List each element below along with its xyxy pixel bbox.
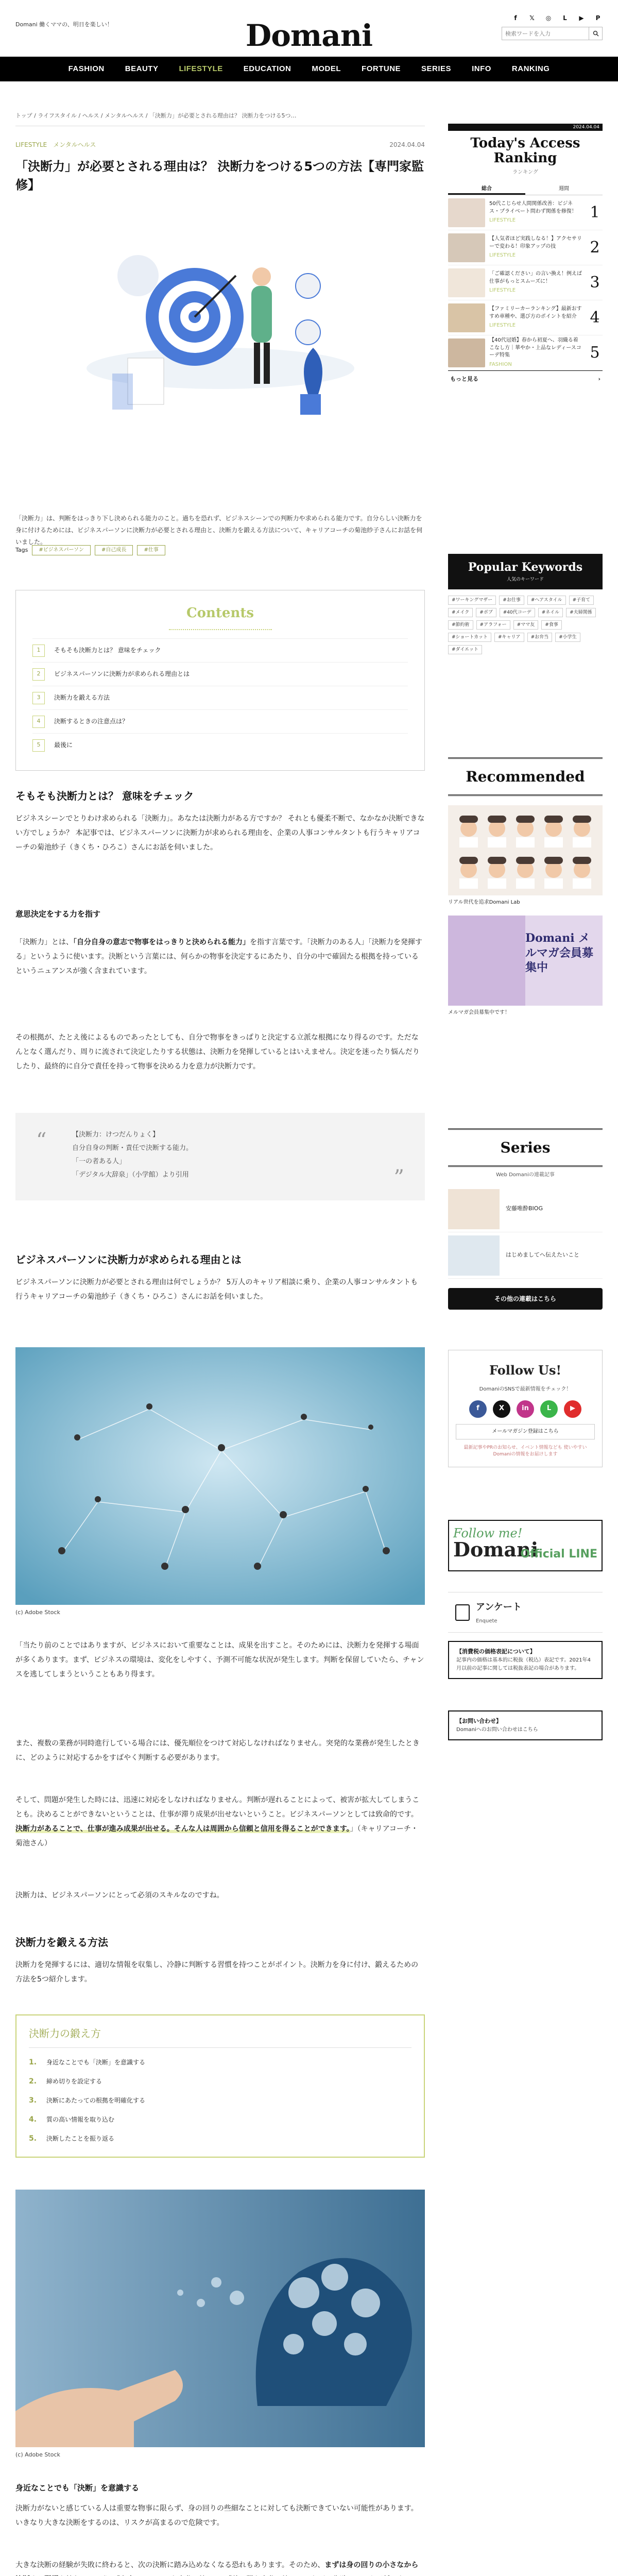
section-heading: 決断力を鍛える方法	[15, 1936, 108, 1948]
network-people-photo	[15, 1347, 425, 1605]
quote-line: 【決断力：けつだんりょく】	[72, 1131, 160, 1139]
x-icon[interactable]: 𝕏	[529, 14, 535, 22]
ranking-category: LIFESTYLE	[489, 252, 516, 259]
follow-box	[448, 1350, 603, 1467]
table-of-contents	[15, 590, 425, 771]
ranking-text	[485, 235, 587, 260]
image-caption: (c) Adobe Stock	[15, 1609, 60, 1616]
newsletter-banner[interactable]	[448, 916, 603, 1006]
method-item	[29, 2091, 411, 2110]
paragraph: 決断力を発揮するには、適切な情報を収集し、冷静に判断する習慣を持つことがポイント。決断力を身に付け、鍛えるための方法を5つ紹介します。	[15, 1961, 419, 1984]
keyword-tag[interactable]: #ママ友	[513, 620, 539, 630]
method-summary-box	[15, 2014, 425, 2158]
instagram-icon[interactable]: in	[517, 1400, 534, 1418]
quote-line: 「一の者ある人」	[72, 1158, 126, 1165]
contact-info[interactable]	[448, 1710, 603, 1740]
enquete-subtitle: Enquete	[476, 1618, 497, 1624]
keyword-tag[interactable]: #子育て	[569, 596, 594, 605]
banner-image	[448, 916, 525, 1006]
section-heading: そもそも決断力とは？ 意味をチェック	[15, 790, 194, 802]
enquete-link[interactable]	[448, 1592, 603, 1633]
keyword-tag[interactable]: #夫婦関係	[566, 608, 596, 617]
image-caption: (c) Adobe Stock	[15, 2451, 60, 2458]
subheading: 意思決定をする力を指す	[15, 909, 101, 919]
search-button[interactable]	[589, 27, 603, 40]
banner-overlay-text: Domani メルマガ会員募集中	[525, 931, 594, 975]
divider	[169, 629, 272, 630]
ranking-item[interactable]	[448, 265, 603, 300]
follow-me-text: Follow me!	[453, 1526, 523, 1540]
tag[interactable]: #ビジネスパーソン	[32, 545, 91, 555]
ranking-category: LIFESTYLE	[489, 287, 516, 294]
method-item	[29, 2072, 411, 2091]
ranking-number: 2	[590, 239, 600, 257]
series-title: Series	[448, 1128, 603, 1167]
popular-keywords	[448, 554, 603, 660]
method-label: 質の高い情報を取り込む	[46, 2116, 115, 2124]
series-item[interactable]	[448, 1186, 603, 1232]
ranking-subtitle: ランキング	[512, 170, 538, 176]
chevron-right-icon: ›	[598, 376, 600, 383]
series-more-button[interactable]: その他の連載はこちら	[448, 1288, 603, 1310]
method-item	[29, 2110, 411, 2129]
search-input[interactable]	[502, 27, 589, 40]
toc-list	[32, 638, 408, 757]
series	[448, 1128, 603, 1310]
search-icon	[593, 30, 599, 37]
nav-item-lifestyle[interactable]: LIFESTYLE	[179, 64, 223, 73]
pinterest-icon[interactable]: P	[595, 14, 600, 22]
ranking-thumb	[448, 268, 485, 297]
tags-label: Tags	[15, 547, 28, 553]
access-ranking	[448, 124, 603, 388]
method-label: 締め切りを設定する	[46, 2078, 102, 2086]
quote-box	[15, 1113, 425, 1200]
nav-item-beauty[interactable]: BEAUTY	[125, 64, 159, 73]
paragraph: 決断力がないと感じている人は重要な物事に限らず、身の回りの些細なことに対しても決断できていない可能性があります。いきなり大きな決断をするのは、リスクが高まるので危険です。	[15, 2504, 418, 2527]
hero-illustration	[66, 240, 375, 435]
ranking-title: Today's Access Ranking	[470, 135, 580, 166]
keyword-tag[interactable]: #ワーキングマザー	[448, 596, 496, 605]
toc-label: 決断力を鍛える方法	[54, 694, 110, 702]
keyword-tag[interactable]: #ボブ	[476, 608, 496, 617]
article-lead: 「決断力」は、判断をはっきり下し決められる能力のこと。過ちを恐れず、ビジネスシーンでの判断力や求められる能力です。自分らしい決断力を身に付けるためには、ビジネスパーソンに決断力が必要とされる理由と、決断力を鍛える方法について、キャリアコーチの菊池紗子さんにお話を伺いました。	[15, 515, 423, 546]
keyword-tag[interactable]: #ダイエット	[448, 645, 482, 654]
toc-number: 1	[32, 645, 45, 657]
ranking-title: 「ご確認ください」の言い換え！例えば仕事がもっとスムーズに！	[489, 271, 582, 284]
follow-subtitle: DomaniのSNSで最新情報をチェック！	[479, 1386, 572, 1392]
keyword-tag[interactable]: #節約術	[448, 620, 473, 630]
breadcrumb[interactable]: トップ / ライフスタイル / ヘルス / メンタルヘルス / 「決断力」が必要とされる理由は？ 決断力をつける5つ…	[15, 112, 297, 119]
more-label: もっと見る	[450, 376, 478, 383]
method-number: 4.	[29, 2115, 37, 2124]
toc-item[interactable]	[32, 733, 408, 757]
ranking-header	[448, 131, 603, 180]
info-body: Domaniへのお問い合わせはこちら	[456, 1726, 538, 1733]
info-heading: 【消費税の価格表記について】	[456, 1648, 536, 1655]
article-title: 「決断力」が必要とされる理由は？ 決断力をつける5つの方法【専門家監修】	[15, 159, 424, 192]
nav-item-fortune[interactable]: FORTUNE	[362, 64, 401, 73]
ranking-number: 3	[590, 274, 600, 292]
keyword-tag[interactable]: #小学生	[555, 633, 580, 642]
toc-item[interactable]	[32, 686, 408, 709]
ranking-item[interactable]	[448, 335, 603, 370]
toc-label: 最後に	[54, 741, 73, 749]
tax-info-box	[448, 1641, 603, 1679]
line-icon[interactable]: L	[563, 14, 567, 22]
ranking-title: 【人気者ほど実践しなる！】アクセサリーで変わる！印象アップの技	[489, 236, 582, 249]
site-logo[interactable]: Domani	[245, 18, 373, 53]
keywords-header	[448, 554, 603, 589]
ranking-text	[485, 306, 587, 330]
toc-item[interactable]	[32, 638, 408, 662]
method-number: 2.	[29, 2077, 37, 2086]
series-item-title: 安藤唯酔BIOG	[506, 1205, 543, 1212]
article-meta	[15, 139, 425, 151]
section-heading: ビジネスパーソンに決断力が求められる理由とは	[15, 1253, 242, 1266]
ranking-number: 4	[590, 309, 600, 327]
gears-head-photo	[15, 2190, 425, 2447]
banner-label[interactable]: メルマガ会員募集中です！	[448, 1010, 510, 1016]
domani-lab-banner[interactable]	[448, 805, 603, 895]
method-item	[29, 2129, 411, 2148]
tab-weekly[interactable]: 週間	[559, 186, 569, 192]
line-official-banner[interactable]	[448, 1520, 603, 1571]
ranking-title: 【40代冠婚】春から初夏へ、羽織る着こなし方｜華やか・上品なレディースコーデ特集	[489, 337, 581, 359]
tagline: Domani 働くママの、明日を楽しい！	[15, 21, 113, 28]
paragraph: その根拠が、たとえ後によるものであったとしても、自分で物事をきっぱりと決定する立派な根拠になり得るのです。ただなんとなく選んだり、周りに流されて決定したりする状態は、決断力を発揮しているとはいえません。決定を迷ったり悩んだりしたり、最終的に自分で責任を持って物事を決める力を意力が決断力です。	[15, 1033, 420, 1071]
contact-box[interactable]	[448, 1710, 603, 1740]
ranking-number: 5	[590, 344, 600, 362]
enquete[interactable]	[448, 1592, 603, 1633]
nav-item-series[interactable]: SERIES	[421, 64, 452, 73]
quote-line: 自分自身の判断・責任で決断する能力。	[72, 1144, 193, 1152]
tag-list	[15, 545, 165, 556]
toc-title: Contents	[186, 605, 254, 621]
ranking-thumb	[448, 233, 485, 262]
subheading: 身近なことでも「決断」を意識する	[15, 2483, 140, 2493]
ranking-thumb	[448, 303, 485, 332]
official-line-text: Official LINE	[520, 1548, 597, 1561]
paragraph: 大きな決断の経験が失敗に終わると、次の決断に踏み込めなくなる恐れもあります。そのため、まずは身の回りの小さなから	[15, 2561, 419, 2569]
method-list	[29, 2053, 411, 2148]
ranking-more-link[interactable]	[448, 370, 603, 388]
keyword-tag[interactable]: #アラフォー	[476, 620, 510, 630]
method-number: 5.	[29, 2134, 37, 2143]
paragraph: 決断力は、ビジネスパーソンにとって必須のスキルなのですね。	[15, 1891, 224, 1900]
method-label: 決断にあたっての根拠を明確化する	[46, 2097, 146, 2105]
paragraph: そして、問題が発生した時には、迅速に対応をしなければなりません。判断が遅れることによって、被害が拡大してしまうことも。決めることができないということは、仕事が滞り成果が出せないということ。ビジネスパーソンとしては致命的です。決断力があることで、仕事が進み成果が出せる。そんな人は周囲から信頼と信用を得ることができます。」（キャリアコーチ・菊池さん）	[15, 1796, 420, 1848]
facebook-icon[interactable]: f	[514, 14, 517, 22]
ranking-thumb	[448, 198, 485, 227]
toc-item[interactable]	[32, 709, 408, 733]
site-header	[0, 0, 618, 57]
tab-overall[interactable]: 総合	[448, 183, 525, 195]
series-thumb	[448, 1235, 500, 1276]
series-subtitle: Web Domaniの連載記事	[496, 1172, 555, 1178]
quote-line: 「デジタル大辞泉」（小学館）より引用	[72, 1171, 189, 1179]
article-category[interactable]: LIFESTYLE メンタルヘルス	[15, 141, 96, 148]
ranking-category: LIFESTYLE	[489, 217, 516, 224]
toc-number: 4	[32, 716, 45, 728]
paragraph: また、複数の業務が同時進行している場合には、優先順位をつけて対応しなければなりません。突発的な業務が発生したときに、どのように対応するかをすばやく判断する必要があります。	[15, 1739, 420, 1762]
youtube-icon[interactable]: ▶	[579, 14, 584, 22]
method-number: 3.	[29, 2096, 37, 2105]
tag[interactable]: #仕事	[137, 545, 165, 555]
keyword-tag[interactable]: #お仕事	[499, 596, 524, 605]
keyword-tag[interactable]: #ヘアスタイル	[527, 596, 566, 605]
ranking-date: 2024.04.04	[448, 124, 603, 131]
nav-item-info[interactable]: INFO	[472, 64, 491, 73]
x-icon[interactable]: X	[493, 1400, 510, 1418]
follow-note: 最新記事やPRのお知らせ、イベント情報なども 使いやすいDomaniの情報をお届けします	[464, 1445, 587, 1458]
social-icons	[511, 13, 603, 23]
header-search	[502, 27, 603, 40]
tag[interactable]: #自己成長	[95, 545, 133, 555]
keyword-tag[interactable]: #お弁当	[527, 633, 553, 642]
ranking-item[interactable]	[448, 195, 603, 230]
keyword-tag[interactable]: #ネイル	[538, 608, 563, 617]
follow-us	[448, 1350, 603, 1467]
line-icon[interactable]: L	[540, 1400, 558, 1418]
keywords-title: Popular Keywords	[468, 561, 583, 574]
quote-open-icon: “	[36, 1129, 47, 1153]
info-heading: 【お問い合わせ】	[456, 1718, 502, 1724]
keyword-tag[interactable]: #キャリア	[494, 633, 524, 642]
ranking-text	[485, 200, 587, 225]
instagram-icon[interactable]: ◎	[545, 14, 552, 22]
series-thumb	[448, 1189, 500, 1229]
keyword-tag[interactable]: #40代コーデ	[500, 608, 535, 617]
ranking-title: 【ファミリーカーランキング】最新おすすめ車種や、選び方のポイントを紹介	[489, 306, 582, 319]
domani-text: Domani	[453, 1537, 539, 1561]
ranking-category: FASHION	[489, 361, 512, 367]
keyword-tag[interactable]: #食事	[541, 620, 562, 630]
ranking-list	[448, 195, 603, 370]
method-label: 身近なことでも「決断」を意識する	[46, 2059, 146, 2066]
line-banner[interactable]	[448, 1520, 603, 1571]
ranking-text	[485, 270, 587, 295]
ranking-number: 1	[590, 204, 600, 222]
paragraph: ビジネスパーソンに決断力が必要とされる理由は何でしょうか？ 5万人のキャリア相談に乗り、企業の人事コンサルタントも行うキャリアコーチの菊池紗子（きくち・ひろこ）さんにお話を伺いました。	[15, 1278, 418, 1301]
toc-item[interactable]	[32, 662, 408, 686]
nav-item-education[interactable]: EDUCATION	[243, 64, 291, 73]
ranking-category: LIFESTYLE	[489, 323, 516, 329]
clipboard-icon	[455, 1604, 470, 1621]
ranking-tabs	[448, 183, 603, 195]
toc-label: ビジネスパーソンに決断力が求められる理由とは	[54, 670, 190, 678]
toc-number: 2	[32, 668, 45, 681]
keyword-tag[interactable]: #メイク	[448, 608, 473, 617]
ranking-thumb	[448, 338, 485, 367]
method-number: 1.	[29, 2058, 37, 2067]
nav-item-model[interactable]: MODEL	[312, 64, 341, 73]
box-title: 決断力の鍛え方	[29, 2024, 411, 2048]
banner-label[interactable]: リアル世代を追求Domani Lab	[448, 900, 520, 906]
facebook-icon[interactable]: f	[469, 1400, 487, 1418]
quote-close-icon: ”	[393, 1166, 404, 1190]
series-item-title: はじめましてへ伝えたいこと	[506, 1251, 579, 1259]
tax-info	[448, 1641, 603, 1679]
ranking-item[interactable]	[448, 230, 603, 265]
ranking-title: 50代こじらせ人間関係改善：ビジネス・プライベート問わず関係を修復！	[489, 201, 577, 214]
toc-label: そもそも決断力とは？ 意味をチェック	[54, 647, 161, 654]
paragraph: 「当たり前のことではありますが、ビジネスにおいて重要なことは、成果を出すこと。そのためには、決断力を発揮する場面が多くあります。まず、ビジネスの環境は、変化をしやすく、予測不可能な状況が発生します。判断を保留していたら、チャンスを逃してしまうということもあり得ます。	[15, 1641, 424, 1679]
nav-item-fashion[interactable]: FASHION	[68, 64, 105, 73]
article-date: 2024.04.04	[389, 141, 425, 148]
keyword-list	[448, 589, 603, 660]
recommended	[448, 757, 603, 1018]
ranking-text	[485, 337, 587, 368]
paragraph: ビジネスシーンでとりわけ求められる「決断力」。あなたは決断力がある方ですか？ それとも優柔不断で、なかなか決断できない方でしょうか？ 本記事では、ビジネスパーソンに決断力が求められる理由を、企業の人事コンサルタントも行うキャリアコーチの菊池紗子（きくち・ひろこ）さんにお話を伺いました。	[15, 815, 425, 852]
recommended-title: Recommended	[448, 757, 603, 796]
method-item	[29, 2053, 411, 2072]
toc-number: 3	[32, 692, 45, 704]
paragraph: 「決断力」とは、「自分自身の意志で物事をはっきりと決められる能力」を指す言葉です。「決断力のある人」「決断力を発揮する」というように使います。決断という言葉には、何らかの物事を決定するにあたり、自分の中で確固たる根拠を持っているというニュアンスが強く含まれています。	[15, 938, 422, 975]
nav-item-ranking[interactable]: RANKING	[511, 64, 550, 73]
series-item[interactable]	[448, 1232, 603, 1279]
follow-title: Follow Us!	[489, 1363, 561, 1378]
toc-label: 決断するときの注意点は？	[54, 718, 129, 725]
info-body: 記事内の価格は基本的に税抜（税込）表記です。2021年4月以前の記事に関しては税抜表記の場合があります。	[456, 1657, 591, 1671]
enquete-title: アンケート	[476, 1602, 522, 1613]
youtube-icon[interactable]: ▶	[564, 1400, 581, 1418]
keyword-tag[interactable]: #ショートカット	[448, 633, 491, 642]
keywords-subtitle: 人気のキーワード	[506, 577, 544, 583]
ranking-item[interactable]	[448, 300, 603, 335]
method-label: 決断したことを振り返る	[46, 2135, 115, 2143]
newsletter-signup-button[interactable]: メールマガジン登録はこちら	[456, 1424, 595, 1439]
follow-icons	[456, 1400, 595, 1418]
toc-number: 5	[32, 739, 45, 752]
